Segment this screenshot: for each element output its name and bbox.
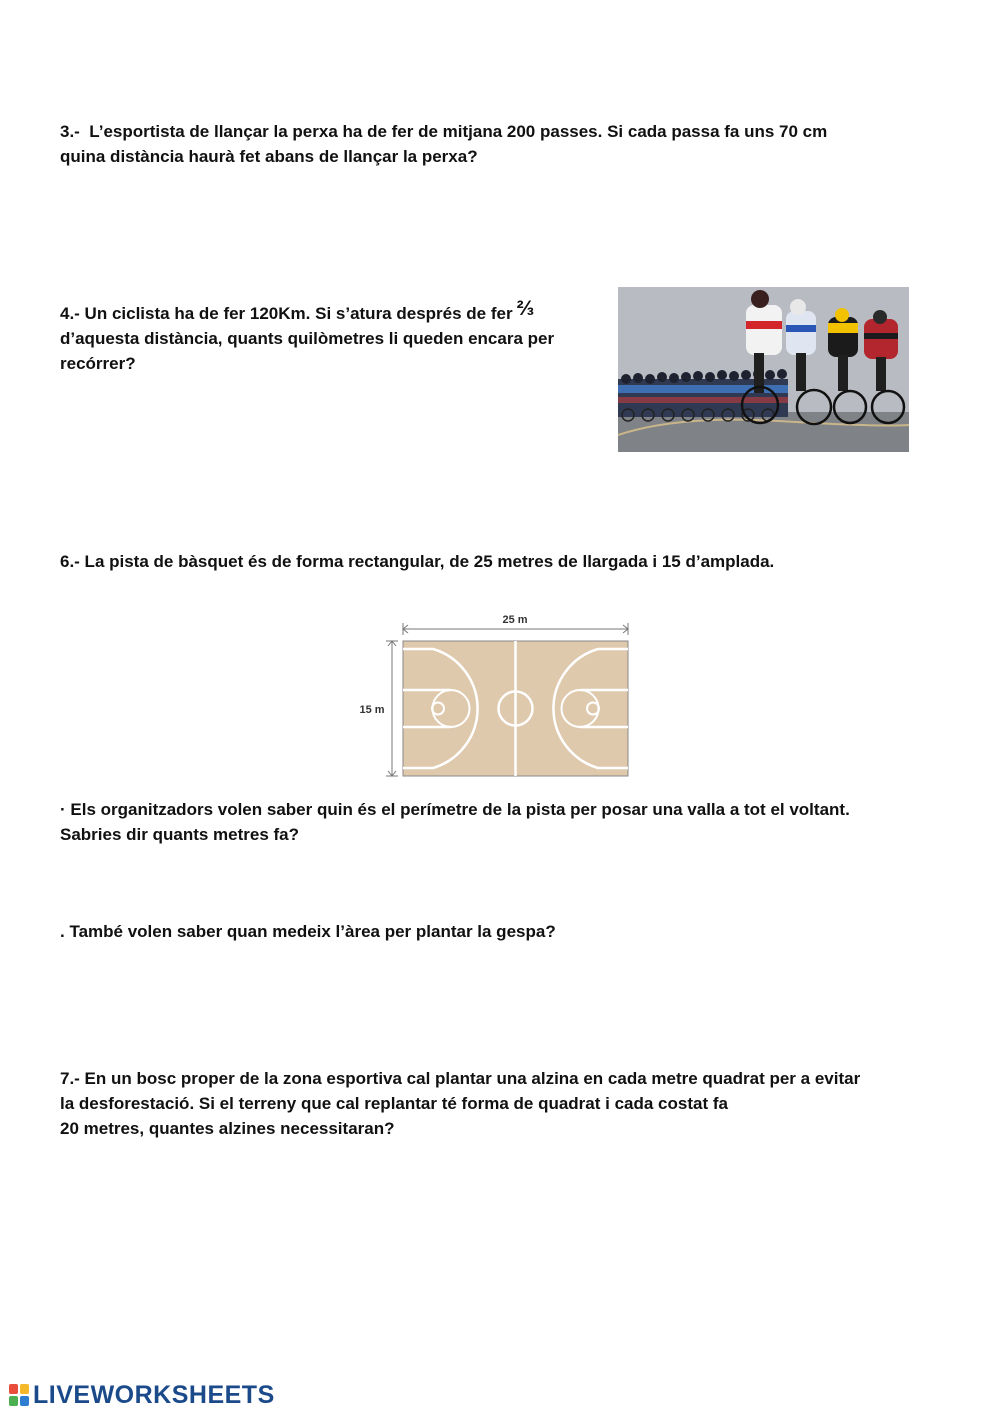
court-svg (345, 605, 645, 785)
question-6-line-1: 6.- La pista de bàsquet és de forma rectangular, de 25 metres de llargada i 15 d’amplada. (60, 552, 775, 571)
question-4-line-2: d’aquesta distància, quants quilòmetres li queden encara per (60, 329, 555, 348)
court-width-label: 25 m (502, 614, 528, 626)
question-3-line-1: 3.- L’esportista de llançar la perxa ha de fer de mitjana 200 passes. Si cada passa fa uns 70 cm (60, 122, 828, 141)
question-4-line-3: recórrer? (60, 354, 136, 373)
basketball-court-diagram (345, 605, 645, 785)
question-4 (60, 297, 605, 376)
liveworksheets-logo[interactable] (8, 1378, 275, 1412)
liveworksheets-logo-text: LIVEWORKSHEETS (33, 1380, 275, 1409)
question-6 (60, 549, 940, 574)
question-7-line-2: la desforestació. Si el terreny que cal replantar té forma de quadrat i cada costat fa (60, 1094, 728, 1113)
liveworksheets-logo-icon (8, 1383, 30, 1407)
question-6a (60, 797, 940, 847)
question-4-line-1 (60, 297, 605, 326)
question-4-line-1-text: 4.- Un ciclista ha de fer 120Km. Si s’atura després de fer (60, 304, 513, 323)
question-6b (60, 919, 940, 944)
two-thirds-fraction: ⅔ (516, 297, 535, 320)
question-3 (60, 119, 940, 169)
question-6a-line-1: · Els organitzadors volen saber quin és el perímetre de la pista per posar una valla a tot el voltant. (60, 800, 850, 819)
question-3-line-2: quina distància haurà fet abans de llançar la perxa? (60, 147, 478, 166)
court-height-label: 15 m (359, 704, 385, 716)
question-6b-line-1: . També volen saber quan medeix l’àrea per plantar la gespa? (60, 922, 556, 941)
question-7-line-1: 7.- En un bosc proper de la zona esportiva cal plantar una alzina en cada metre quadrat per a evitar (60, 1069, 861, 1088)
question-7 (60, 1066, 960, 1141)
question-6a-line-2: Sabries dir quants metres fa? (60, 825, 300, 844)
cyclists-photo (618, 287, 909, 452)
cyclists-illustration (618, 287, 909, 452)
question-7-line-3: 20 metres, quantes alzines necessitaran? (60, 1119, 395, 1138)
